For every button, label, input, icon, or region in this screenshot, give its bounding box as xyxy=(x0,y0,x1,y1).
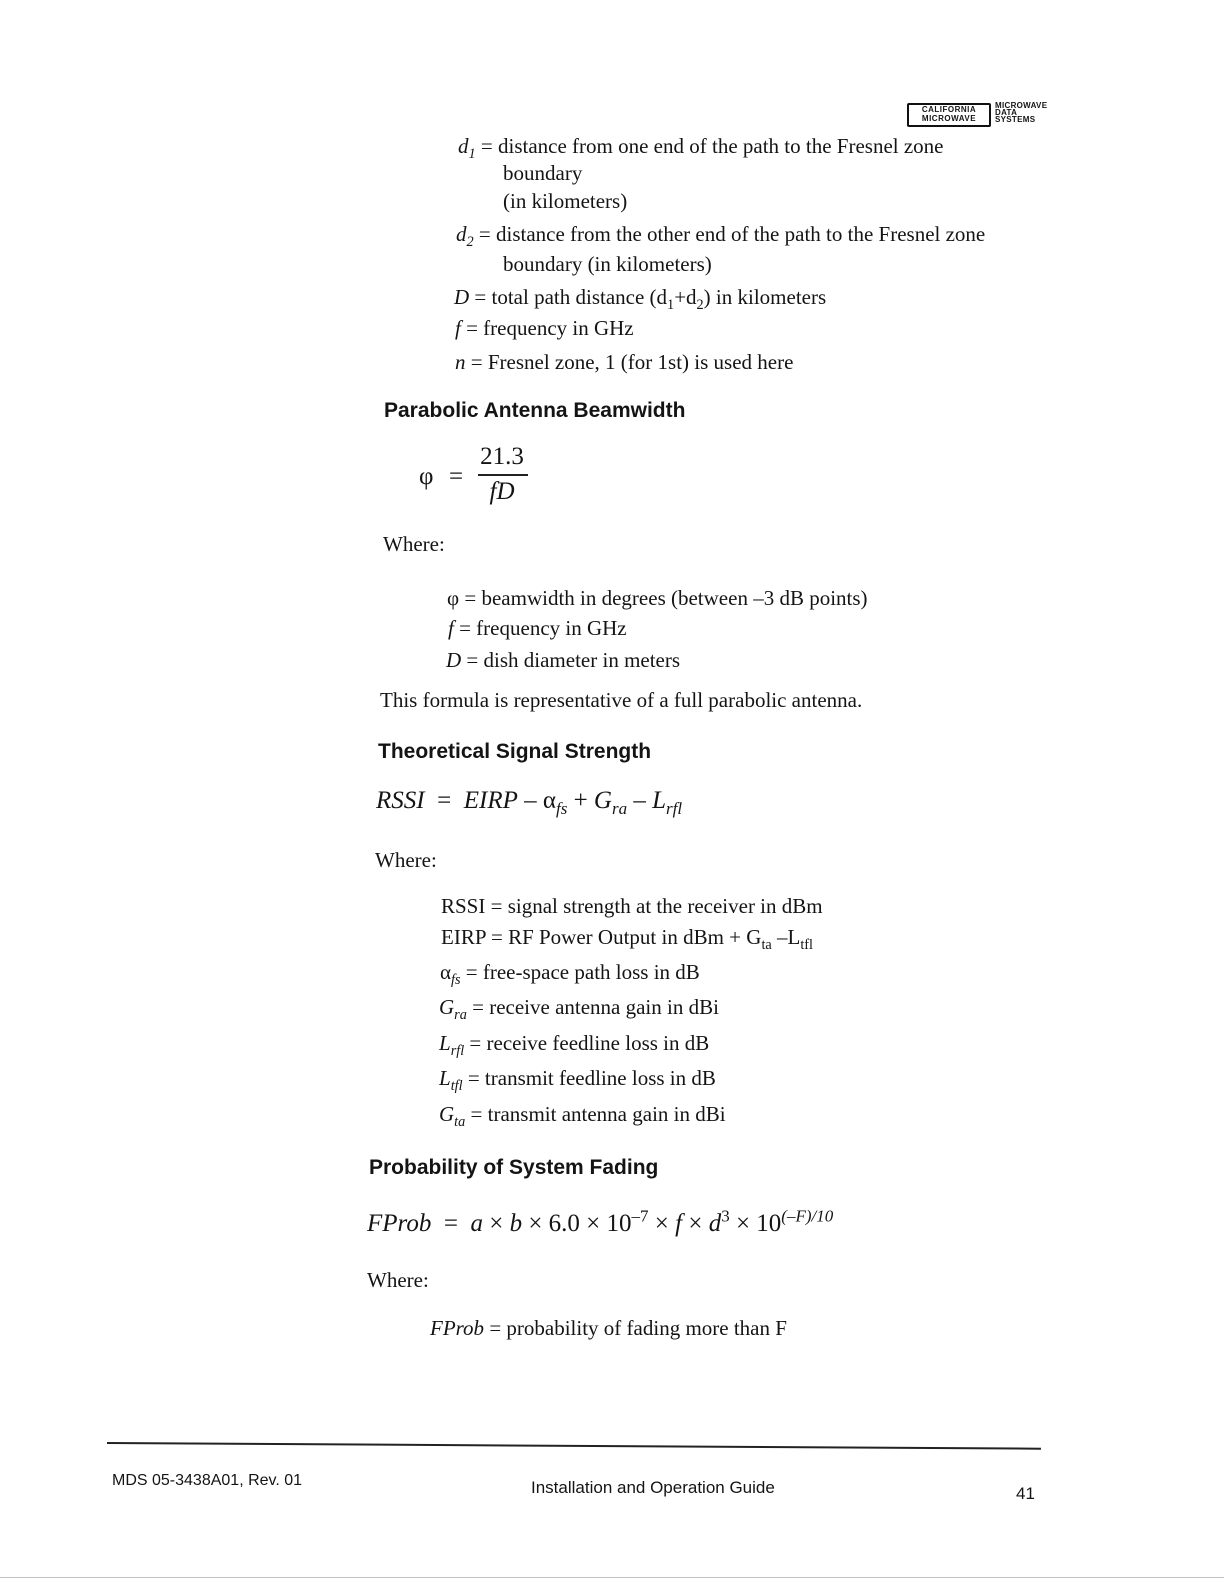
logo-box-line1: CALIFORNIA xyxy=(921,105,977,114)
eq-equals: = xyxy=(449,463,464,490)
def-d2: $d_2$ = distance from the other end of the path to the Fresnel zone xyxy=(456,222,986,251)
logo-box-line2: MICROWAVE xyxy=(921,114,977,123)
def-gra: $G_{ra}$ = receive antenna gain in dBi xyxy=(439,995,719,1024)
company-logo-box xyxy=(907,103,991,127)
beamwidth-note: This formula is representative of a full parabolic antenna. xyxy=(380,688,863,712)
company-logo-text xyxy=(995,102,1047,123)
logo-right-line1: MICROWAVE xyxy=(995,101,1048,110)
def-alpha-fs: $\alpha_{fs}$ = free-space path loss in dB xyxy=(440,960,700,989)
def-f: f = frequency in GHz xyxy=(455,316,634,340)
def-beam-D: D = dish diameter in meters xyxy=(446,648,681,672)
def-phi: φ = beamwidth in degrees (between –3 dB points) xyxy=(447,586,868,610)
def-D: D = total path distance $(d_1+d_2)$ in kilometers xyxy=(454,285,827,314)
def-eirp: EIRP = RF Power Output in dBm + $G_{ta}$ $-L_{tfl}$ xyxy=(441,925,813,954)
def-gta: $G_{ta}$ = transmit antenna gain in dBi xyxy=(439,1102,726,1131)
footer-doc-number: MDS 05-3438A01, Rev. 01 xyxy=(112,1472,303,1489)
def-d1: $d_1$ = distance from one end of the path to the Fresnel zone xyxy=(458,134,944,163)
scan-edge-line xyxy=(0,1577,1224,1578)
def-d1-cont2: (in kilometers) xyxy=(503,189,628,213)
eq-denominator: fD xyxy=(489,478,515,505)
footer-title: Installation and Operation Guide xyxy=(531,1478,775,1497)
footer-rule xyxy=(107,1442,1041,1449)
def-rssi: RSSI = signal strength at the receiver in dBm xyxy=(441,894,823,918)
eq-phi-symbol: φ xyxy=(419,463,434,490)
eq-rssi: RSSI = EIRP – $\alpha_{fs} + G_{ra} - L_{rfl}$ xyxy=(376,787,683,818)
def-fprob: FProb = probability of fading more than F xyxy=(430,1316,787,1340)
where-label-signal: Where: xyxy=(375,848,437,872)
heading-signal-strength: Theoretical Signal Strength xyxy=(378,740,652,763)
where-label-fading: Where: xyxy=(367,1268,429,1292)
def-d1-cont1: boundary xyxy=(503,161,583,185)
def-beam-f: f = frequency in GHz xyxy=(448,616,627,640)
eq-fprob: FProb = $a \times b \times 6.0 \times 10^{-7} \times f \times d^3 \times 10^{(-F)/10}$ xyxy=(367,1206,834,1237)
def-lrfl: $L_{rfl}$ = receive feedline loss in dB xyxy=(439,1031,710,1060)
eq-numerator: 21.3 xyxy=(480,443,524,470)
page-number: 41 xyxy=(1016,1484,1035,1503)
heading-fading: Probability of System Fading xyxy=(369,1156,659,1179)
def-ltfl: $L_{tfl}$ = transmit feedline loss in dB xyxy=(439,1066,716,1095)
heading-beamwidth: Parabolic Antenna Beamwidth xyxy=(384,399,686,422)
def-n: n = Fresnel zone, 1 (for 1st) is used here xyxy=(455,350,794,374)
logo-right-line3: SYSTEMS xyxy=(995,115,1036,124)
def-d2-cont: boundary (in kilometers) xyxy=(503,252,712,276)
fraction-bar xyxy=(478,474,528,476)
logo-right-line2: DATA xyxy=(995,108,1018,117)
where-label-beamwidth: Where: xyxy=(383,532,445,556)
